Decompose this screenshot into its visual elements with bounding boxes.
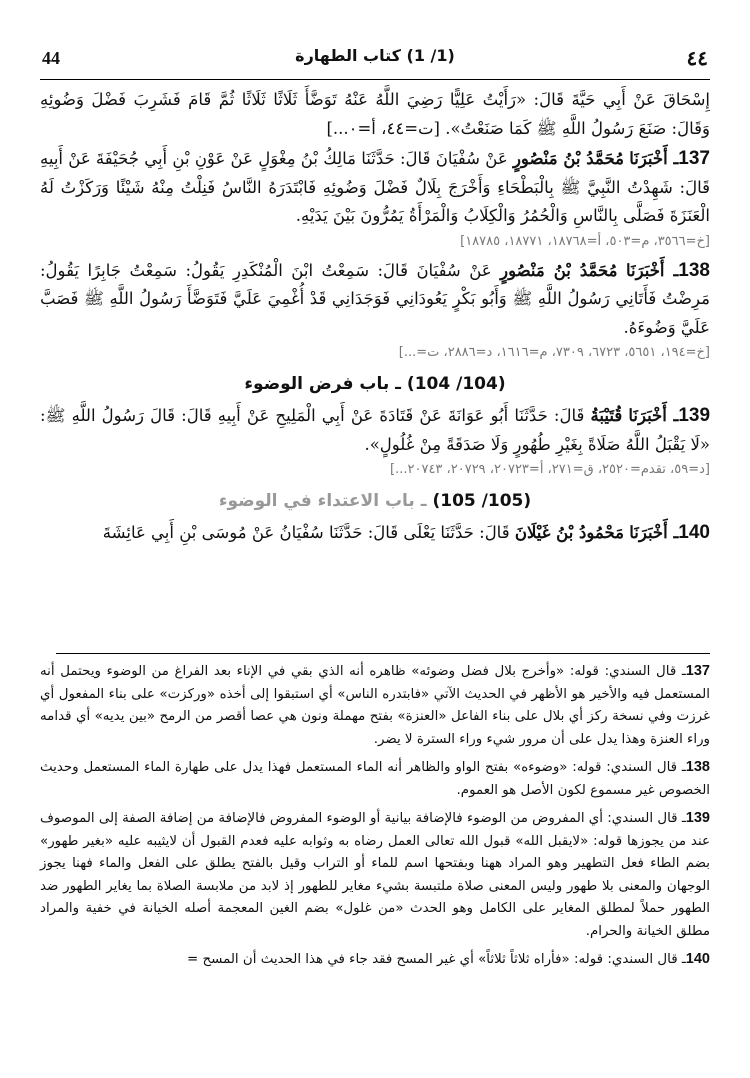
narrator: مَحْمُودُ بْنُ غَيْلَانَ [514,523,624,542]
footnote-head: ـ قال السندي: [607,811,686,826]
hadith-body: قَالَ: حَدَّثَنَا يَعْلَى قَالَ: حَدَّثَنَا سُفْيَانُ عَنْ مُوسَى بْنِ أَبِي عَائِشَةَ [102,523,510,542]
footnote-number: 137 [685,663,710,679]
chapter-heading-104 [40,370,710,398]
hadith-reference: [خ=٣٥٦٦، م=٥٠٣، أ=١٨٧٦٨، ١٨٧٧١، ١٨٧٨٥] [460,233,710,249]
footnote-head: ـ قال السندي: [606,760,686,775]
hadith-number: 139 [678,405,711,426]
sindi-commentary [40,660,710,977]
hadith-number: 138 [678,259,710,281]
hadith-body: عَنْ سُفْيَانَ قَالَ: حَدَّثَنَا مَالِكُ بْنُ مِغْوَلٍ عَنْ عَوْنِ بْنِ أَبِي جُحَيْفَةَ عَنْ أَبِيهِ قَالَ: شَهِدْتُ النَّبِيَّ ﷺ بِالْبَطْحَاءِ وَأَخْرَجَ بِلَالٌ فَضْلَ وَضُوئِهِ فَابْتَدَرَهُ النَّاسُ فَنِلْتُ مِنْهُ شَيْئًا وَرَكَزْتُ لَهُ الْعَنَزَةَ فَصَلَّى بِالنَّاسِ وَالْحُمُرُ وَالْكِلَابُ وَالْمَرْأَةُ يَمُرُّونَ بَيْنَ يَدَيْهِ. [40,149,710,225]
footnote-139 [40,807,710,943]
hadith-body: عَنْ سُفْيَانَ قَالَ: سَمِعْتُ ابْنَ الْمُنْكَدِرِ يَقُولُ: سَمِعْتُ جَابِرًا يَقُولُ: مَرِضْتُ فَأَتَانِي رَسُولُ اللَّهِ ﷺ وَأَبُو بَكْرٍ يَعُودَانِي فَوَجَدَانِي قَدْ أُغْمِيَ عَلَيَّ فَتَوَضَّأَ رَسُولُ اللَّهِ ﷺ فَصَبَّ عَلَيَّ وَضُوءَهُ. [40,260,710,337]
narrator: مُحَمَّدُ بْنُ مَنْصُورٍ [500,260,618,280]
header-rule [40,79,710,80]
chapter-title: ـ باب فرض الوضوء [244,374,401,394]
page-number-arabic: ٤٤ [686,46,708,70]
chapter-number: (104/ 104) [406,374,506,394]
footnote-138 [40,756,710,802]
hadith-139 [40,402,710,459]
narrator: مُحَمَّدُ بْنُ مَنْصُورٍ [512,149,624,168]
hadith-body: قَالَ: حَدَّثَنَا أَبُو عَوَانَةَ عَنْ قَتَادَةَ عَنْ أَبِي الْمَلِيحِ عَنْ أَبِيهِ قَالَ: قَالَ رَسُولُ اللَّهِ ﷺ: «لَا يَقْبَلُ اللَّهُ صَلَاةً بِغَيْرِ طُهُورٍ وَلَا صَدَقَةً مِنْ غُلُولٍ». [40,406,710,454]
hadith-reference: [خ=١٩٤، ٥٦٥١، ٦٧٢٣، ٧٣٠٩، م=١٦١٦، د=٢٨٨٦، ت=...] [398,345,710,360]
chapter-number: (105/ 105) [432,491,532,511]
akhbarana: ـ أَخْبَرَنَا [629,149,679,168]
footnote-140 [40,948,710,972]
hadith-text [40,86,710,548]
footnote-body: أي المفروض من الوضوء فالإضافة بيانية أو الوضوء المفروض فالإضافة من إضافة الصفة إلى الموصوف عند من يجوزها قوله: «لايقبل الله» قبول الله تعالى العمل رضاه به وثوابه عليه فعدم القبول أن لايثيبه عليه «بغير طهور» بضم الطاء فعل التطهير وهو المراد ههنا وبفتحها اسم للماء أو التراب وقيل بالفتح يطلق على الفعل والماء فهنا يجوز الوجهان والمعنى بلا طهور وليس المعنى صلاة ملتبسة بشيء مغاير للطهور إذ لابد من ملابسة الصلاة بما يغاير الطهور ضد الطهور حملاً لمطلق المغاير على الكامل وهو الحدث «من غلول» بضم الغين المعجمة أصله الخيانة في خفية والمراد مطلق الخيانة والحرام. [40,811,710,939]
footnote-body: قوله: «فأراه ثلاثاً ثلاثاً» أي غير المسح فقد جاء في هذا الحديث أن المسح = [187,952,604,967]
footnote-head: ـ قال السندي: [604,664,686,679]
hadith-137 [40,145,710,231]
footnote-number: 138 [685,759,710,775]
hadith-140 [40,519,710,548]
narrator: قُتَيْبَةُ [590,406,623,425]
akhbarana: ـ أَخْبَرَنَا [626,260,679,280]
hadith-reference: [د=٥٩، تقدم=٢٥٢٠، ق=٢٧١، أ=٢٠٧٢٣، ٢٠٧٢٩، ٢٠٧٤٣...] [390,462,710,477]
footnote-body: قوله: «وأخرج بلال فضل وضوئه» ظاهره أنه الذي بقي في الإناء بعد الفراغ من الوضوء ويحتمل أنه المستعمل فيه والأخير هو الأظهر في الحديث الآتي «فابتدره الناس» أي استبقوا إلى أخذه «وركزت» على بناء المفعول أي غرزت وفي نسخة ركز أي بلال على بناء الفاعل «العنزة» بفتح مهملة ونون هي عصا أقصر من الرمح «بين يديه» أي قدامه وراء العنزة وهذا يدل على أن مرور شيء وراء السترة لا يضر. [40,664,710,747]
footnote-rule [56,653,710,654]
footnote-number: 139 [685,810,710,826]
footnote-head: ـ قال السندي: [607,952,686,967]
page-number-latin: 44 [42,48,60,68]
chapter-heading-105 [40,487,710,515]
hadith-136-continuation: إِسْحَاقَ عَنْ أَبِي حَيَّةَ قَالَ: «رَأَيْتُ عَلِيًّا رَضِيَ اللَّهُ عَنْهُ تَوَضَّأَ ثَلَاثًا ثَلَاثًا ثُمَّ قَامَ فَشَرِبَ فَضْلَ وَضُوئِهِ وَقَالَ: صَنَعَ رَسُولُ اللَّهِ ﷺ كَمَا صَنَعْتُ». [ت=٤٤، أ=٠...] [40,90,710,138]
hadith-number: 137 [678,148,710,169]
page-header [42,40,708,76]
footnote-body: قوله: «وضوءه» بفتح الواو والظاهر أنه الماء المستعمل فهذا يدل على طهارة الماء المستعمل وحديث الخصوص غير مسموع لكون الأصل هو العموم. [40,760,710,798]
akhbarana: ـ أَخْبَرَنَا [628,406,679,425]
hadith-number: 140 [678,522,710,543]
akhbarana: ـ أَخْبَرَنَا [629,523,679,542]
footnote-number: 140 [685,951,710,967]
running-title: (1/ 1) كتاب الطهارة [295,46,455,65]
footnote-137 [40,660,710,751]
chapter-title: ـ باب الاعتداء في الوضوء [218,491,427,511]
hadith-138 [40,257,710,343]
